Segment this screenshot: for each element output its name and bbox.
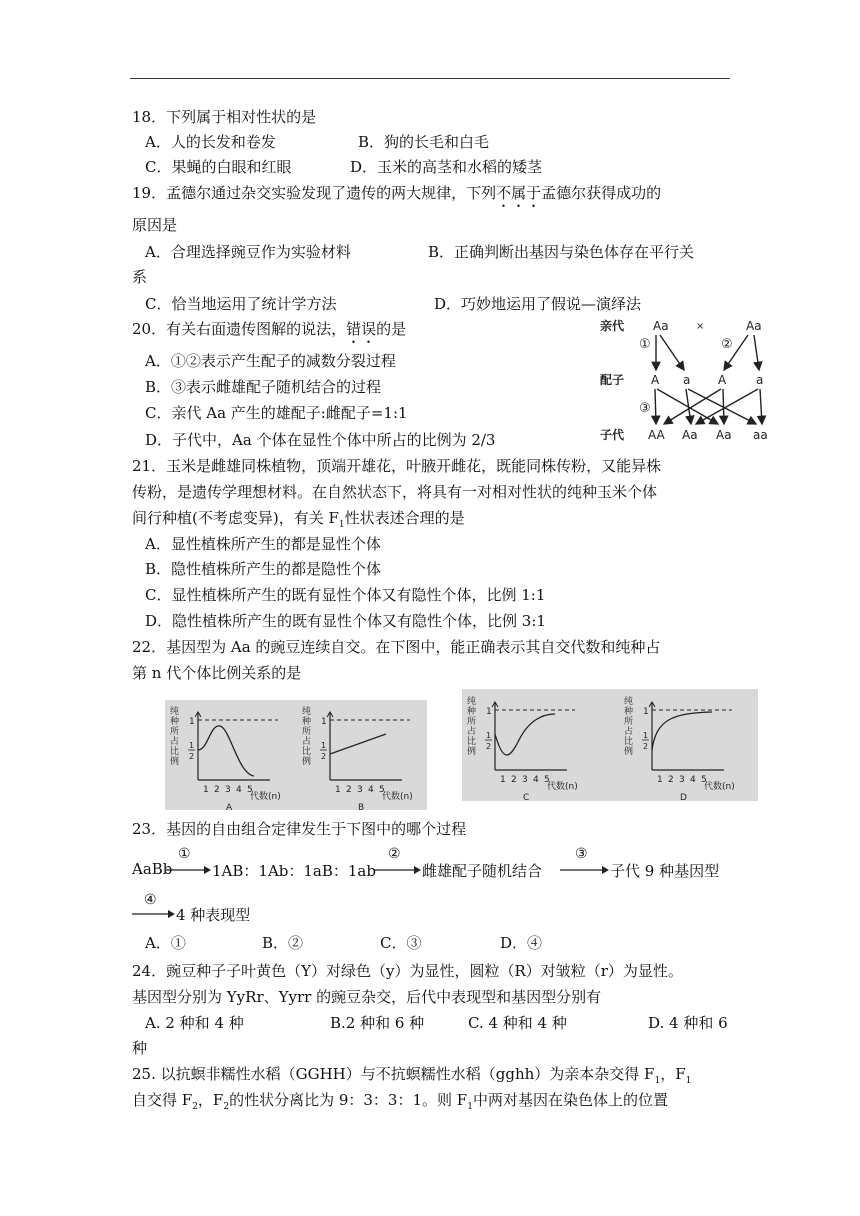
q19-option-b-wrap: 系 — [132, 268, 148, 286]
flow-result-4: 4 种表现型 — [176, 906, 251, 924]
x-tick: 4 — [236, 785, 242, 795]
x-tick: 1 — [657, 775, 663, 785]
q20-option-a: A．①②表示产生配子的减数分裂过程 — [145, 352, 396, 370]
graph-label: A — [226, 803, 233, 810]
x-tick: 4 — [368, 785, 374, 795]
q23-option-d: D．④ — [500, 934, 543, 952]
y-tick-half-num: 1 — [189, 741, 195, 750]
y-axis-label-char: 纯 — [302, 707, 312, 717]
y-axis-label-char: 比 — [467, 737, 477, 747]
y-axis-label-char: 纯 — [467, 697, 477, 707]
q23-stem: 23．基因的自由组合定律发生于下图中的哪个过程 — [132, 820, 467, 838]
q18-option-d: D．玉米的高茎和水稻的矮茎 — [350, 158, 543, 176]
flow-step-1: ① — [178, 846, 191, 862]
q24-option-b: B.2 种和 6 种 — [330, 1014, 425, 1032]
q18-stem: 18．下列属于相对性状的是 — [132, 108, 317, 126]
q23-option-a: A．① — [145, 934, 186, 952]
y-axis-label-char: 占 — [467, 727, 477, 737]
q24-option-c: C. 4 种和 4 种 — [468, 1014, 567, 1032]
q24-option-d: D. 4 种和 6 — [648, 1014, 728, 1032]
q21-stem-line3: 间行种植(不考虑变异)，有关 $F_1$性状表述合理的是 — [132, 509, 465, 530]
y-tick-half-den: 2 — [321, 752, 327, 761]
q24-stem-line1: 24．豌豆种子子叶黄色（Y）对绿色（y）为显性，圆粒（R）对皱粒（r）为显性。 — [132, 962, 683, 980]
y-axis-label-char: 例 — [467, 747, 477, 757]
graph-label: C — [523, 793, 530, 800]
y-axis-label-char: 所 — [624, 717, 634, 727]
q21-option-c: C．显性植株所产生的既有显性个体又有隐性个体，比例 1:1 — [145, 586, 546, 604]
q21-stem-line1: 21．玉米是雌雄同株植物，顶端开雄花，叶腋开雌花，既能同株传粉，又能异株 — [132, 457, 662, 475]
graph-a — [168, 702, 298, 810]
y-axis-label-char: 所 — [302, 727, 312, 737]
y-tick-half-den: 2 — [486, 742, 492, 751]
q20-option-b: B．③表示雌雄配子随机结合的过程 — [145, 378, 382, 396]
y-axis-label-char: 比 — [302, 747, 312, 757]
x-tick: 1 — [203, 785, 209, 795]
offspring-1: AA — [648, 428, 665, 442]
flow-arrow-2 — [374, 864, 422, 876]
step-2: ② — [721, 337, 733, 352]
x-tick: 4 — [690, 775, 696, 785]
y-tick-half-den: 2 — [643, 742, 649, 751]
step-1: ① — [639, 337, 651, 352]
y-tick-half-den: 2 — [189, 752, 195, 761]
q19-option-b: B．正确判断出基因与染色体存在平行关 — [428, 243, 695, 261]
parent-right: Aa — [746, 319, 762, 333]
x-tick: 5 — [701, 775, 707, 785]
x-axis-label: 代数(n) — [547, 782, 578, 792]
y-axis-label-char: 例 — [624, 747, 634, 757]
q19-stem-line2: 原因是 — [132, 216, 178, 234]
q25-stem-line1: 25. 以抗螟非糯性水稻（GGHH）与不抗螟糯性水稻（gghh）为亲本杂交得 $F_1$，$F_1$ — [132, 1065, 692, 1086]
x-tick: 3 — [679, 775, 685, 785]
q21-option-b: B．隐性植株所产生的都是隐性个体 — [145, 560, 382, 578]
q24-option-d-wrap: 种 — [132, 1039, 148, 1057]
graph-label: B — [358, 803, 365, 810]
y-tick-1: 1 — [643, 707, 649, 717]
y-axis-label-char: 例 — [302, 757, 312, 767]
flow-result-2: 雌雄配子随机结合 — [422, 862, 543, 880]
y-tick-half-num: 1 — [643, 731, 649, 740]
y-axis-label-char: 占 — [302, 737, 312, 747]
header-rule — [130, 78, 730, 79]
y-tick-half-num: 1 — [321, 741, 327, 750]
q22-stem-line2: 第 n 代个体比例关系的是 — [132, 664, 302, 682]
y-axis-label-char: 占 — [170, 737, 180, 747]
y-axis-label-char: 所 — [170, 727, 180, 737]
step-3: ③ — [639, 401, 651, 416]
row-label-parent: 亲代 — [600, 319, 625, 333]
x-axis-label: 代数(n) — [250, 792, 281, 802]
graph-c — [465, 692, 605, 800]
gamete-1: A — [651, 373, 660, 387]
x-tick: 3 — [522, 775, 528, 785]
flow-result-1: 1AB：1Ab：1aB：1ab — [212, 862, 376, 880]
q19-option-d: D．巧妙地运用了假说—演绎法 — [434, 295, 642, 313]
q25-stem-line2: 自交得 $F_2$，$F_2$的性状分离比为 9：3：3：1。则 $F_1$中两对基因在染色体上的位置 — [132, 1091, 668, 1112]
flow-step-2: ② — [388, 846, 401, 862]
y-tick-1: 1 — [486, 707, 492, 717]
gamete-4: a — [756, 373, 764, 387]
x-tick: 3 — [225, 785, 231, 795]
q21-option-a: A．显性植株所产生的都是显性个体 — [145, 535, 381, 553]
q19-stem-line1: 19．孟德尔通过杂交实验发现了遗传的两大规律，下列不属于孟德尔获得成功的 — [132, 184, 662, 202]
y-axis-label-char: 比 — [624, 737, 634, 747]
q18-option-c: C．果蝇的白眼和红眼 — [145, 158, 292, 176]
parent-left: Aa — [653, 319, 669, 333]
q24-option-a: A. 2 种和 4 种 — [145, 1014, 244, 1032]
y-axis-label-char: 种 — [170, 717, 180, 727]
row-label-offspring: 子代 — [600, 428, 625, 442]
q20-stem: 20．有关右面遗传图解的说法，错误的是 — [132, 320, 407, 338]
flow-arrow-4 — [132, 908, 176, 920]
flow-result-3: 子代 9 种基因型 — [610, 862, 720, 880]
q19-option-c: C．恰当地运用了统计学方法 — [145, 295, 337, 313]
graph-curve — [495, 714, 555, 755]
q23-flow-row1 — [132, 846, 752, 890]
y-axis-label-char: 所 — [467, 717, 477, 727]
q19-option-a: A．合理选择豌豆作为实验材料 — [145, 243, 351, 261]
graph-curve — [198, 726, 254, 776]
y-axis-label-char: 例 — [170, 757, 180, 767]
q23-flow-row2 — [132, 892, 332, 926]
x-tick: 2 — [346, 785, 352, 795]
graph-curve — [652, 712, 712, 750]
y-axis-label-char: 比 — [170, 747, 180, 757]
q21-option-d: D．隐性植株所产生的既有显性个体又有隐性个体，比例 3:1 — [145, 612, 546, 630]
y-axis-label-char: 种 — [467, 707, 477, 717]
q20-option-d: D．子代中，Aa 个体在显性个体中所占的比例为 2/3 — [145, 431, 496, 449]
q24-stem-line2: 基因型分别为 YyRr、Yyrr 的豌豆杂交，后代中表现型和基因型分别有 — [132, 988, 602, 1006]
q20-emphasis: 错误 — [346, 320, 377, 338]
graph-d — [622, 692, 756, 800]
y-tick-half-num: 1 — [486, 731, 492, 740]
gamete-2: a — [683, 373, 691, 387]
q18-option-a: A．人的长发和卷发 — [145, 133, 276, 151]
x-tick: 5 — [379, 785, 385, 795]
y-axis-label-char: 种 — [624, 707, 634, 717]
flow-arrow-1 — [166, 864, 212, 876]
cross-symbol: × — [696, 321, 705, 332]
row-label-gamete: 配子 — [600, 373, 625, 387]
flow-start: AaBb — [132, 860, 173, 878]
graph-label: D — [680, 793, 687, 800]
q21-stem-line2: 传粉，是遗传学理想材料。在自然状态下，将具有一对相对性状的纯种玉米个体 — [132, 483, 658, 501]
q22-stem-line1: 22．基因型为 Aa 的豌豆连续自交。在下图中，能正确表示其自交代数和纯种占 — [132, 638, 661, 656]
gamete-3: A — [718, 373, 727, 387]
x-tick: 5 — [544, 775, 550, 785]
x-tick: 2 — [214, 785, 220, 795]
offspring-3: Aa — [716, 428, 732, 442]
x-axis-label: 代数(n) — [382, 792, 413, 802]
x-tick: 3 — [357, 785, 363, 795]
offspring-4: aa — [753, 428, 768, 442]
y-axis-label-char: 种 — [302, 717, 312, 727]
flow-step-3: ③ — [575, 846, 588, 862]
y-axis-label-char: 纯 — [170, 707, 180, 717]
x-tick: 5 — [247, 785, 253, 795]
graph-b — [300, 702, 425, 810]
x-tick: 4 — [533, 775, 539, 785]
x-axis-label: 代数(n) — [704, 782, 735, 792]
q20-option-c: C．亲代 Aa 产生的雄配子:雌配子=1:1 — [145, 404, 408, 422]
q23-option-b: B．② — [262, 934, 304, 952]
genetic-cross-diagram — [596, 312, 776, 447]
q23-option-c: C．③ — [380, 934, 422, 952]
q18-option-b: B．狗的长毛和白毛 — [358, 133, 490, 151]
flow-step-4: ④ — [144, 892, 157, 908]
y-tick-1: 1 — [189, 717, 195, 727]
x-tick: 1 — [500, 775, 506, 785]
q19-emphasis: 不属于 — [496, 184, 542, 202]
x-tick: 2 — [668, 775, 674, 785]
x-tick: 2 — [511, 775, 517, 785]
y-axis-label-char: 占 — [624, 727, 634, 737]
x-tick: 1 — [335, 785, 341, 795]
offspring-2: Aa — [682, 428, 698, 442]
y-axis-label-char: 纯 — [624, 697, 634, 707]
flow-arrow-3 — [560, 864, 610, 876]
y-tick-1: 1 — [321, 717, 327, 727]
graph-curve — [330, 734, 386, 754]
